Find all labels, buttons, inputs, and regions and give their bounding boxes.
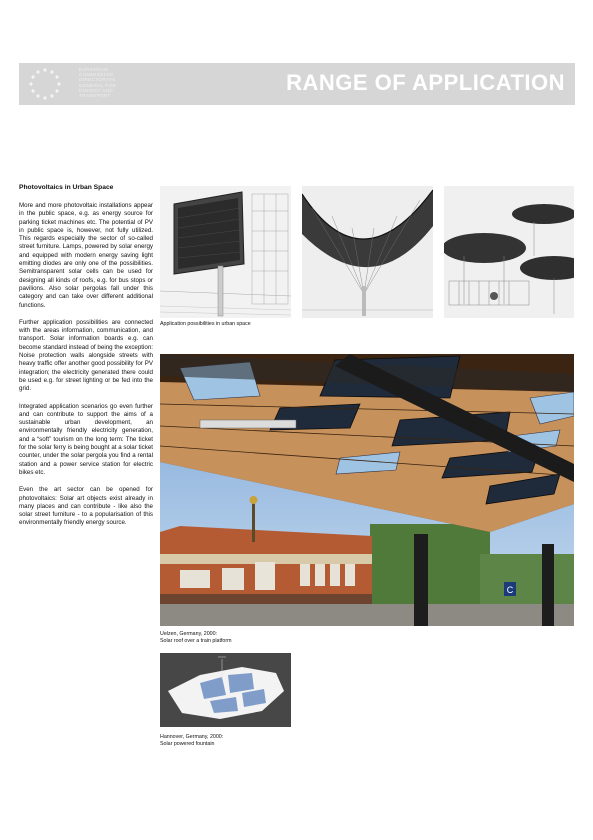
sketch-solar-info-board bbox=[160, 186, 291, 318]
paragraph: More and more photovoltaic installations appear in the public space, e.g. as energy source for parking ticket machines etc. The potential of PV in public space is, however, not fully utilized. This regards especially the sector of so-called street furniture. Lamps, powered by solar energy and equipped with modern energy saving light emitting diodes are only one of the possibilities. Semitransparent solar cells can be used for designing all kinds of roofs, e.g. for bus stops or pavilions. Also solar pergolas fall under this category and can take over different additional functions. bbox=[19, 202, 153, 309]
text-column bbox=[19, 184, 153, 537]
sketch-solar-pavilions bbox=[444, 186, 574, 318]
caption-hannover: Hannover, Germany, 2000: Solar powered fountain bbox=[160, 734, 224, 747]
photo-solar-fountain bbox=[160, 653, 291, 727]
photo-solar-roof-platform bbox=[160, 354, 574, 626]
header-banner bbox=[19, 63, 575, 105]
page-title: RANGE OF APPLICATION bbox=[286, 70, 565, 95]
section-title: Photovoltaics in Urban Space bbox=[19, 184, 114, 191]
paragraph: Integrated application scenarios go even further and can contribute to support the aims of a sustainable urban development, an environmentally friendly electricity generation, and a “soft” tourism on the long term: The ticket for the solar ferry is being bought at a solar ticket counter, under the solar pergola you find a rental station and a power service station for electric bikes etc. bbox=[19, 402, 153, 476]
eu-stars-logo bbox=[19, 63, 71, 105]
sketch-solar-canopy bbox=[302, 186, 433, 318]
caption-uelzen: Uelzen, Germany, 2000: Solar roof over a train platform bbox=[160, 631, 232, 644]
paragraph: Further application possibilities are connected with the areas information, communication, and transport. Solar information boards e.g. can become standard instead of being the exception: Noise protection walls alongside streets with heavy traffic offer another good possibility for PV integration; the electricity generated there could be used e.g. for street lighting or be fed into the grid. bbox=[19, 318, 153, 393]
eu-commission-text: EUROPEAN COMMISSION DIRECTORATE GENERAL FOR ENERGY AND TRANSPORT bbox=[79, 67, 117, 99]
paragraph: Even the art sector can be opened for photovoltaics: Solar art objects exist already in many places and can contribute - like also the solar street furniture - to a popularisation of this environmentally friendly energy source. bbox=[19, 486, 153, 527]
caption-sketches: Application possibilities in urban space bbox=[160, 321, 251, 327]
platform-sign-letter: C bbox=[506, 585, 514, 595]
